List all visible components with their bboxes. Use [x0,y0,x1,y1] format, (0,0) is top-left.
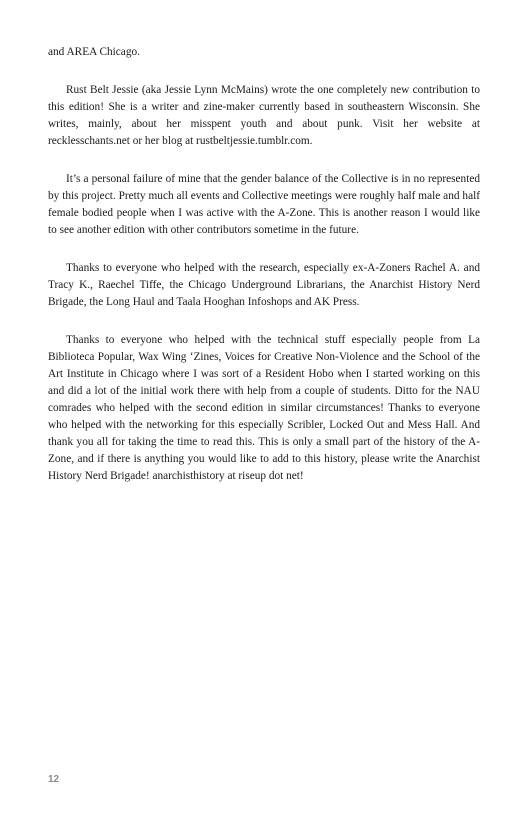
page-number: 12 [48,774,60,785]
page-body [48,44,480,506]
paragraph-gender-balance: It’s a personal failure of mine that the gender balance of the Collective is in no represented by this project. Pretty much all events and Collective meetings were roughly half male and half female bodied people when I was active with the A-Zone. This is another reason I would like to see another edition with other contributors sometime in the future. [48,173,480,236]
paragraph-rust-belt-jessie: Rust Belt Jessie (aka Jessie Lynn McMains) wrote the one completely new contribution to this edition! She is a writer and zine-maker currently based in southeastern Wisconsin. She writes, mainly, about her misspent youth and about punk. Visit her website at recklesschants.net or her blog at rustbeltjessie.tumblr.com. [48,84,480,147]
paragraph-technical-thanks: Thanks to everyone who helped with the technical stuff especially people from La Biblioteca Popular, Wax Wing ‘Zines, Voices for Creative Non-Violence and the School of the Art Institute in Chicago where I was sort of a Resident Hobo when I started working on this and did a lot of the initial work there with help from a couple of students. Ditto for the NAU comrades who helped with the second edition in similar circumstances! Thanks to everyone who helped with the networking for this especially Scribler, Locked Out and Mess Hall. And thank you all for taking the time to read this. This is only a small part of the history of the A-Zone, and if there is anything you would like to add to this history, please write the Anarchist History Nerd Brigade! anarchisthistory at riseup dot net! [48,334,480,482]
paragraph-continuation: and AREA Chicago. [48,46,140,58]
paragraph-research-thanks: Thanks to everyone who helped with the research, especially ex-A-Zoners Rachel A. and Tracy K., Raechel Tiffe, the Chicago Underground Librarians, the Anarchist History Nerd Brigade, the Long Haul and Taala Hooghan Infoshops and AK Press. [48,262,480,308]
